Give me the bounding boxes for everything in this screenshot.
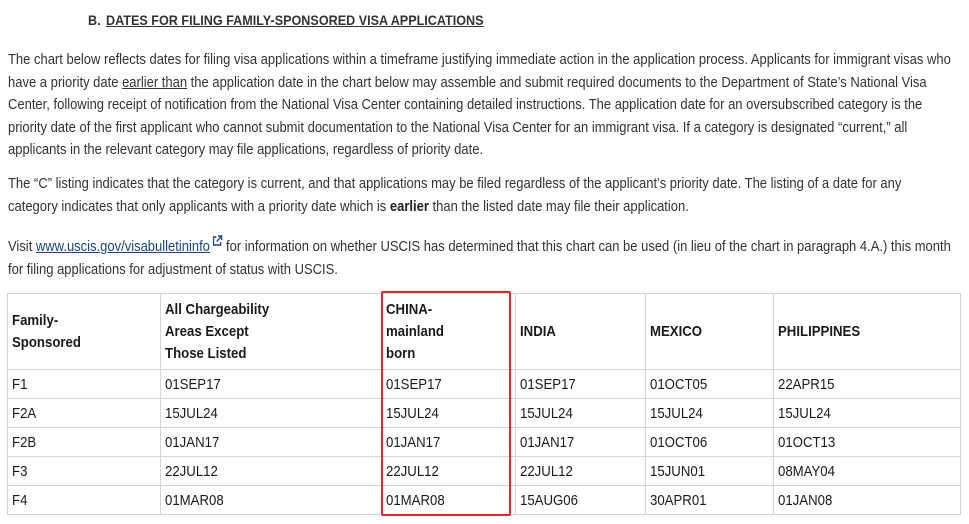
date-cell: 15JUL24 xyxy=(646,399,774,428)
header-family-sponsored: Family- Sponsored xyxy=(8,294,161,370)
current-listing-paragraph xyxy=(8,173,951,218)
category-cell: F4 xyxy=(8,486,161,515)
table-row xyxy=(8,370,961,399)
earlier-emphasis: earlier xyxy=(389,198,429,215)
table-row xyxy=(8,428,961,457)
header-india: INDIA xyxy=(516,294,646,370)
section-heading xyxy=(88,12,484,28)
date-cell: 22JUL12 xyxy=(382,457,516,486)
date-cell: 01MAR08 xyxy=(161,486,382,515)
date-cell: 01SEP17 xyxy=(161,370,382,399)
date-cell: 22JUL12 xyxy=(516,457,646,486)
table-row xyxy=(8,457,961,486)
date-cell: 01SEP17 xyxy=(516,370,646,399)
header-philippines: PHILIPPINES xyxy=(774,294,961,370)
uscis-paragraph xyxy=(8,235,951,281)
section-letter: B. xyxy=(88,12,101,28)
date-cell: 15JUL24 xyxy=(161,399,382,428)
external-link-icon[interactable] xyxy=(212,235,223,247)
table-row xyxy=(8,486,961,515)
date-cell: 01MAR08 xyxy=(382,486,516,515)
date-cell: 15JUL24 xyxy=(382,399,516,428)
category-cell: F2B xyxy=(8,428,161,457)
date-cell: 15JUL24 xyxy=(774,399,961,428)
date-cell: 01OCT13 xyxy=(774,428,961,457)
category-cell: F3 xyxy=(8,457,161,486)
table-row xyxy=(8,399,961,428)
visit-text: Visit xyxy=(8,239,36,255)
date-cell: 01OCT06 xyxy=(646,428,774,457)
date-cell: 15JUN01 xyxy=(646,457,774,486)
date-cell: 01JAN17 xyxy=(382,428,516,457)
date-cell: 08MAY04 xyxy=(774,457,961,486)
table-header-row xyxy=(8,294,961,370)
current-text-before: The “C” listing indicates that the category is current, and that applications may be filed regardless of the applicant’s priority date. The listing of a date for any category indicates that only applicants with a priority date which is xyxy=(8,176,902,215)
date-cell: 01JAN08 xyxy=(774,486,961,515)
current-text-after: than the listed date may file their application. xyxy=(428,198,689,215)
uscis-link[interactable]: www.uscis.gov/visabulletininfo xyxy=(35,239,210,255)
header-mexico: MEXICO xyxy=(646,294,774,370)
intro-text-after: the application date in the chart below may assemble and submit required documents to the Department of State’s National Visa Center, following receipt of notification from the National Visa Center containing detailed instructions. The application date for an oversubscribed category is the priority date of the first applicant who cannot submit documentation to the National Visa Center for an immigrant visa. If a category is designated “current,” all applicants in the relevant category may file applications, regardless of priority date. xyxy=(8,74,927,158)
date-cell: 01OCT05 xyxy=(646,370,774,399)
category-cell: F2A xyxy=(8,399,161,428)
date-cell: 15AUG06 xyxy=(516,486,646,515)
date-cell: 01JAN17 xyxy=(516,428,646,457)
intro-text-before: The chart below reflects dates for filing visa applications within a timeframe justifying immediate action in the application process. Applicants for immigrant visas who have a priority date xyxy=(8,52,951,91)
earlier-than-emphasis: earlier than xyxy=(122,74,188,91)
header-china: CHINA- mainland born xyxy=(382,294,516,370)
filing-dates-table xyxy=(7,293,961,515)
date-cell: 30APR01 xyxy=(646,486,774,515)
uscis-text-after: for information on whether USCIS has determined that this chart can be used (in lieu of the chart in paragraph 4.A.) this month for filing applications for adjustment of status with USCIS. xyxy=(8,239,951,278)
date-cell: 01SEP17 xyxy=(382,370,516,399)
intro-paragraph xyxy=(8,49,951,162)
date-cell: 01JAN17 xyxy=(161,428,382,457)
date-cell: 15JUL24 xyxy=(516,399,646,428)
date-cell: 22JUL12 xyxy=(161,457,382,486)
category-cell: F1 xyxy=(8,370,161,399)
section-title: DATES FOR FILING FAMILY-SPONSORED VISA APPLICATIONS xyxy=(106,12,484,28)
date-cell: 22APR15 xyxy=(774,370,961,399)
header-all-chargeability: All Chargeability Areas Except Those Listed xyxy=(161,294,382,370)
